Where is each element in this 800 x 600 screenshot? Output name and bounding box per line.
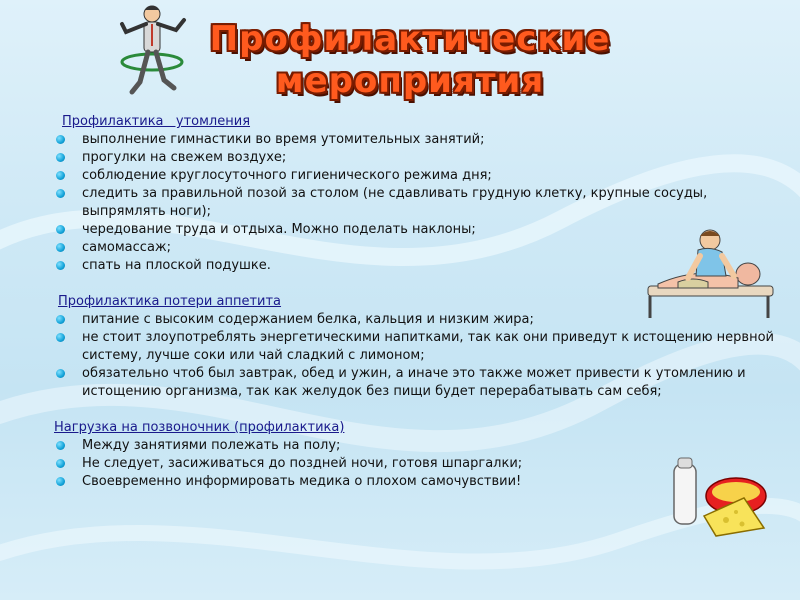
list-item: следить за правильной позой за столом (не сдавливать грудную клетку, крупные сосуды, выпрямлять ноги); xyxy=(54,185,794,221)
bullet-icon xyxy=(56,441,65,450)
bullet-icon xyxy=(56,315,65,324)
list-appetite-loss-prevention xyxy=(54,311,794,401)
list-item: спать на плоской подушке. xyxy=(54,257,794,275)
dancing-man-illustration xyxy=(112,2,192,102)
list-item: соблюдение круглосуточного гигиенического режима дня; xyxy=(54,167,794,185)
title-line-1: Профилактические xyxy=(209,19,611,59)
list-item: Не следует, засиживаться до поздней ночи, готовя шпаргалки; xyxy=(54,455,794,473)
list-item: самомассаж; xyxy=(54,239,794,257)
bullet-icon xyxy=(56,243,65,252)
list-item: обязательно чтоб был завтрак, обед и ужин, а иначе это также может привести к утомлению и истощению организма, так как желудок без пищи будет перерабатывать сам себя; xyxy=(54,365,794,401)
heading-fatigue-prevention: Профилактика утомления xyxy=(62,114,251,129)
list-item: Своевременно информировать медика о плохом самочувствии! xyxy=(54,473,794,491)
bullet-icon xyxy=(56,189,65,198)
heading-appetite-loss-prevention: Профилактика потери аппетита xyxy=(58,294,282,309)
food-illustration xyxy=(664,456,774,541)
title-line-2: мероприятия xyxy=(275,61,545,101)
list-item: не стоит злоупотреблять энергетическими напитками, так как они приведут к истощению нервной систему, лучше соки или чай сладкий с лимоном; xyxy=(54,329,794,365)
bullet-icon xyxy=(56,369,65,378)
list-item: Между занятиями полежать на полу; xyxy=(54,437,794,455)
list-item: питание с высоким содержанием белка, кальция и низким жира; xyxy=(54,311,794,329)
massage-illustration xyxy=(638,226,778,321)
bullet-icon xyxy=(56,135,65,144)
bullet-icon xyxy=(56,225,65,234)
list-item: чередование труда и отдыха. Можно поделать наклоны; xyxy=(54,221,794,239)
bullet-icon xyxy=(56,459,65,468)
bullet-icon xyxy=(56,477,65,486)
page-title xyxy=(190,18,630,102)
bullet-icon xyxy=(56,171,65,180)
list-item: выполнение гимнастики во время утомительных занятий; xyxy=(54,131,794,149)
bullet-icon xyxy=(56,261,65,270)
heading-spine-load-prevention: Нагрузка на позвоночник (профилактика) xyxy=(54,420,345,435)
list-item: прогулки на свежем воздухе; xyxy=(54,149,794,167)
bullet-icon xyxy=(56,333,65,342)
bullet-icon xyxy=(56,153,65,162)
